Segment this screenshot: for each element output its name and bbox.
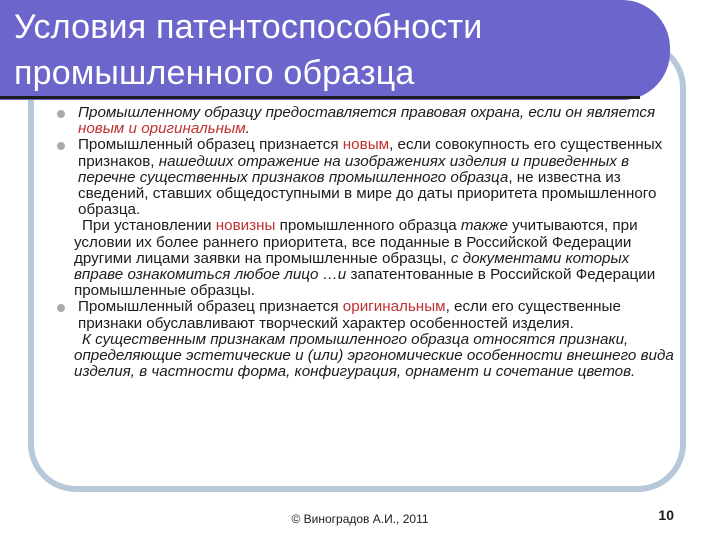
text-span: Промышленный образец признается <box>78 136 343 154</box>
text-span: , если его существенные признаки обуславливают творческий характер особенностей изделия. <box>78 298 621 332</box>
title-line-1: Условия патентоспособности <box>14 8 483 46</box>
highlight-text: оригинальным <box>342 298 446 316</box>
highlight-text: новизны <box>215 217 276 235</box>
title-line-2: промышленного образца <box>14 54 415 92</box>
paragraph-features <box>48 332 678 381</box>
footer-copyright: © Виноградов А.И., 2011 <box>291 512 429 526</box>
text-span: Промышленный образец признается <box>78 298 343 316</box>
bullet-item-3 <box>48 299 678 331</box>
title-bar <box>0 0 670 100</box>
text-span: учитываются, при условии их более раннего приоритета, все поданные в Российской Федерации другими лицами заявки на промышленные образцы, <box>74 217 638 267</box>
italic-text: также <box>460 217 508 235</box>
highlight-text: новым <box>342 136 390 154</box>
text-span: промышленного образца <box>275 217 461 235</box>
text-span: Промышленному образцу предоставляется правовая охрана, если он является <box>78 104 656 121</box>
text-span: При установлении <box>82 217 216 235</box>
text-span: запатентованные в Российской Федерации промышленные образцы. <box>74 266 656 300</box>
text-span: , не известна из сведений, ставших общедоступными в мире до даты приоритета промышленного образца. <box>78 168 657 219</box>
text-span: . <box>245 120 250 138</box>
paragraph-novelty <box>48 218 678 299</box>
text-span: , если совокупность его существенных признаков, <box>78 136 663 170</box>
italic-text: нашедших отражение на изображениях изделия и приведенных в перечне существенных признаков промышленного образца <box>78 152 630 186</box>
title-underline <box>0 96 640 99</box>
bullet-dot-icon <box>57 142 65 150</box>
highlight-text: новым и оригинальным <box>78 120 246 138</box>
bullet-dot-icon <box>57 304 65 312</box>
page-number: 10 <box>658 507 674 523</box>
bullet-dot-icon <box>57 110 65 118</box>
italic-text: с документами которых вправе ознакомиться любое лицо …и <box>74 249 630 284</box>
slide-title <box>14 4 654 96</box>
bullet-list <box>48 105 678 380</box>
bullet-item-2 <box>48 137 678 218</box>
bullet-item-1 <box>48 105 678 137</box>
text-span: К существенным признакам промышленного образца относятся признаки, определяющие эстетические и (или) эргономические особенности внешнего вида изделия, в частности форма, конфигурация, орнамент и сочетание цветов. <box>74 330 674 381</box>
